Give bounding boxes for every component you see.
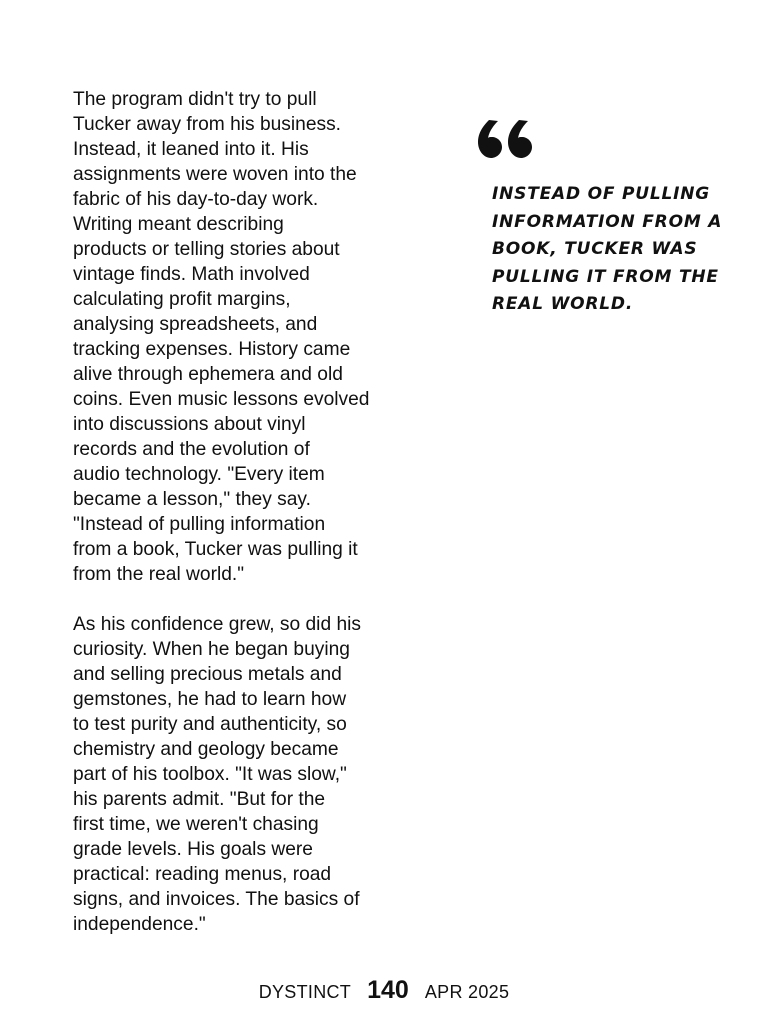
article-body (73, 87, 391, 962)
page-footer (0, 976, 768, 1006)
page-number: 140 (367, 976, 409, 1004)
pull-quote-text: INSTEAD OF PULLING INFORMATION FROM A BOOK, TUCKER WAS PULLING IT FROM THE REAL WORLD. (492, 184, 723, 314)
issue-date: APR 2025 (424, 982, 510, 1002)
article-paragraph-2: As his confidence grew, so did his curiosity. When he began buying and selling precious metals and gemstones, he had to learn how to test purity and authenticity, so chemistry and geology became part of his toolbox. "It was slow," his parents admit. "But for the first time, we weren't chasing grade levels. His goals were practical: reading menus, road signs, and invoices. The basics of independence." (73, 614, 361, 935)
magazine-name: DYSTINCT (258, 982, 352, 1002)
quote-marks-icon (476, 118, 534, 160)
pull-quote (476, 118, 746, 319)
article-paragraph-1: The program didn't try to pull Tucker away from his business. Instead, it leaned into it. His assignments were woven into the fabric of his day-to-day work. Writing meant describing products or telling stories about vintage finds. Math involved calculating profit margins, analysing spreadsheets, and tracking expenses. History came alive through ephemera and old coins. Even music lessons evolved into discussions about vinyl records and the evolution of audio technology. "Every item became a lesson," they say. "Instead of pulling information from a book, Tucker was pulling it from the real world." (73, 89, 370, 585)
